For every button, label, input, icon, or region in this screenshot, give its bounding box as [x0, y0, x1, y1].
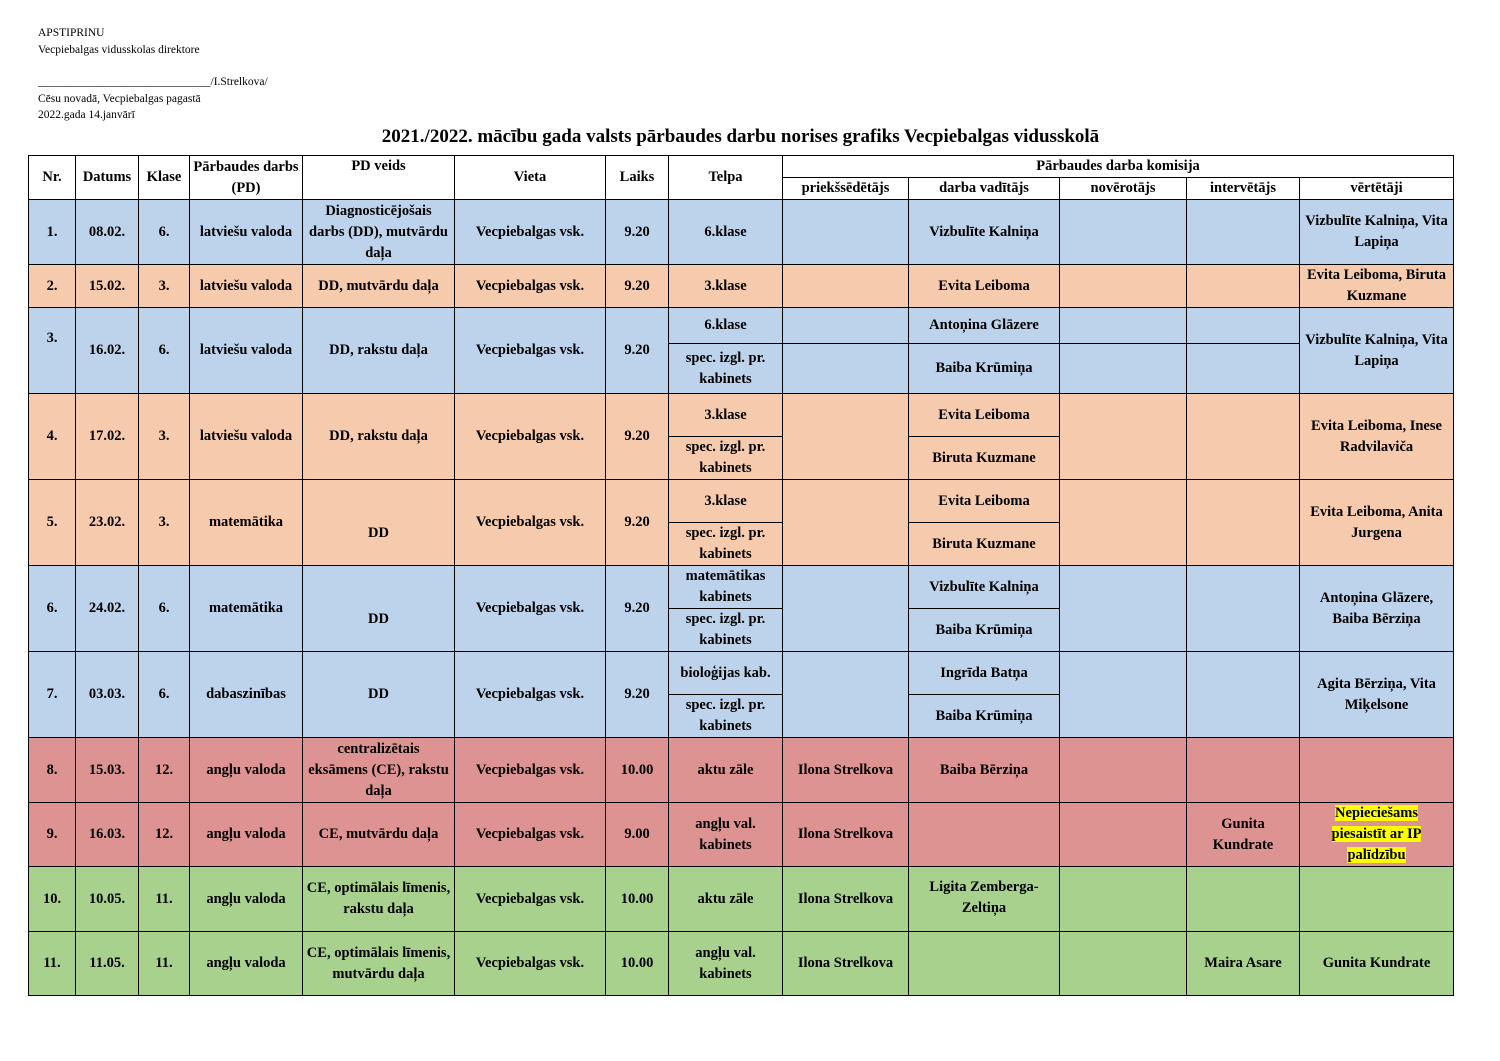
signature-line: ______________________________/I.Strelkova/ [38, 76, 268, 88]
cell-vertetaji: Vizbulīte Kalniņa, Vita Lapiņa [1300, 308, 1454, 394]
cell-intervetajs [1187, 738, 1300, 803]
cell-telpa: 6.klase [669, 308, 783, 344]
cell-darba-vaditajs: Baiba Bērziņa [909, 738, 1060, 803]
cell-date: 10.05. [76, 867, 139, 932]
cell-subject: latviešu valoda [190, 265, 303, 308]
header-pd-veids: PD veids [303, 156, 455, 200]
cell-nr: 6. [29, 566, 76, 652]
cell-nr: 3. [29, 308, 76, 394]
header-parbaudes-darbs: Pārbaudes darbs (PD) [190, 156, 303, 200]
cell-intervetajs: Gunita Kundrate [1187, 803, 1300, 867]
cell-telpa: aktu zāle [669, 738, 783, 803]
cell-vieta: Vecpiebalgas vsk. [455, 265, 606, 308]
cell-priekssedetajs [783, 200, 909, 265]
cell-type: centralizētais eksāmens (CE), rakstu daļa [303, 738, 455, 803]
cell-noverotajs [1060, 344, 1187, 394]
cell-date: 23.02. [76, 480, 139, 566]
cell-nr: 8. [29, 738, 76, 803]
cell-nr: 4. [29, 394, 76, 480]
cell-laiks: 9.20 [606, 652, 669, 738]
cell-laiks: 9.20 [606, 566, 669, 652]
cell-priekssedetajs [783, 652, 909, 738]
cell-darba-vaditajs: Ingrīda Batņa [909, 652, 1060, 695]
cell-date: 17.02. [76, 394, 139, 480]
cell-nr: 2. [29, 265, 76, 308]
cell-vieta: Vecpiebalgas vsk. [455, 932, 606, 996]
cell-laiks: 10.00 [606, 867, 669, 932]
cell-date: 08.02. [76, 200, 139, 265]
cell-darba-vaditajs: Vizbulīte Kalniņa [909, 566, 1060, 609]
cell-vieta: Vecpiebalgas vsk. [455, 308, 606, 394]
cell-darba-vaditajs: Biruta Kuzmane [909, 523, 1060, 566]
cell-laiks: 10.00 [606, 932, 669, 996]
cell-vertetaji: Gunita Kundrate [1300, 932, 1454, 996]
approval-place: Cēsu novadā, Vecpiebalgas pagastā [38, 92, 201, 105]
header-noverotajs: novērotājs [1060, 178, 1187, 200]
cell-laiks: 9.20 [606, 265, 669, 308]
cell-vertetaji: Agita Bērziņa, Vita Miķelsone [1300, 652, 1454, 738]
cell-noverotajs [1060, 803, 1187, 867]
cell-noverotajs [1060, 308, 1187, 344]
highlighted-note: Nepieciešams piesaistīt ar IP palīdzību [1331, 805, 1422, 863]
cell-date: 24.02. [76, 566, 139, 652]
header-komisija: Pārbaudes darba komisija [783, 156, 1454, 178]
cell-klase: 12. [139, 738, 190, 803]
table-row [29, 867, 1454, 932]
cell-priekssedetajs: Ilona Strelkova [783, 867, 909, 932]
table-row [29, 566, 1454, 609]
cell-priekssedetajs [783, 265, 909, 308]
cell-subject: angļu valoda [190, 803, 303, 867]
cell-priekssedetajs [783, 394, 909, 480]
cell-type: DD, mutvārdu daļa [303, 265, 455, 308]
cell-intervetajs [1187, 566, 1300, 652]
cell-nr: 1. [29, 200, 76, 265]
cell-date: 03.03. [76, 652, 139, 738]
cell-klase: 11. [139, 932, 190, 996]
cell-intervetajs [1187, 867, 1300, 932]
cell-date: 16.03. [76, 803, 139, 867]
table-row [29, 738, 1454, 803]
cell-noverotajs [1060, 566, 1187, 652]
cell-type: DD, rakstu daļa [303, 308, 455, 394]
cell-subject: latviešu valoda [190, 200, 303, 265]
cell-nr: 7. [29, 652, 76, 738]
cell-telpa: bioloģijas kab. [669, 652, 783, 695]
cell-type: CE, optimālais līmenis, rakstu daļa [303, 867, 455, 932]
cell-klase: 12. [139, 803, 190, 867]
cell-intervetajs [1187, 344, 1300, 394]
cell-vieta: Vecpiebalgas vsk. [455, 480, 606, 566]
cell-telpa: aktu zāle [669, 867, 783, 932]
cell-darba-vaditajs: Vizbulīte Kalniņa [909, 200, 1060, 265]
header-priekssedetajs: priekšsēdētājs [783, 178, 909, 200]
cell-date: 11.05. [76, 932, 139, 996]
cell-priekssedetajs [783, 480, 909, 566]
cell-noverotajs [1060, 480, 1187, 566]
cell-darba-vaditajs: Evita Leiboma [909, 394, 1060, 437]
cell-vertetaji [1300, 867, 1454, 932]
cell-klase: 6. [139, 566, 190, 652]
cell-noverotajs [1060, 932, 1187, 996]
cell-vieta: Vecpiebalgas vsk. [455, 738, 606, 803]
cell-vieta: Vecpiebalgas vsk. [455, 200, 606, 265]
cell-laiks: 9.20 [606, 480, 669, 566]
cell-subject: matemātika [190, 480, 303, 566]
cell-telpa: matemātikas kabinets [669, 566, 783, 609]
cell-intervetajs [1187, 200, 1300, 265]
cell-darba-vaditajs: Evita Leiboma [909, 265, 1060, 308]
header-intervetajs: intervētājs [1187, 178, 1300, 200]
table-row [29, 480, 1454, 523]
cell-subject: angļu valoda [190, 738, 303, 803]
cell-subject: latviešu valoda [190, 394, 303, 480]
cell-type: DD [303, 652, 455, 738]
cell-telpa: spec. izgl. pr. kabinets [669, 344, 783, 394]
cell-intervetajs [1187, 480, 1300, 566]
cell-vertetaji: Antoņina Glāzere, Baiba Bērziņa [1300, 566, 1454, 652]
cell-priekssedetajs: Ilona Strelkova [783, 738, 909, 803]
cell-vertetaji [1300, 803, 1454, 867]
table-row [29, 308, 1454, 344]
table-row [29, 200, 1454, 265]
cell-noverotajs [1060, 738, 1187, 803]
cell-nr: 5. [29, 480, 76, 566]
cell-subject: matemātika [190, 566, 303, 652]
cell-laiks: 9.20 [606, 200, 669, 265]
cell-darba-vaditajs: Biruta Kuzmane [909, 437, 1060, 480]
cell-vertetaji: Evita Leiboma, Biruta Kuzmane [1300, 265, 1454, 308]
cell-telpa: spec. izgl. pr. kabinets [669, 609, 783, 652]
exam-schedule-table [28, 155, 1454, 996]
approval-block [38, 25, 268, 124]
cell-klase: 3. [139, 265, 190, 308]
document-title: 2021./2022. mācību gada valsts pārbaudes darbu norises grafiks Vecpiebalgas vidusskolā [381, 126, 1100, 147]
cell-darba-vaditajs: Evita Leiboma [909, 480, 1060, 523]
cell-telpa: angļu val. kabinets [669, 932, 783, 996]
cell-noverotajs [1060, 265, 1187, 308]
header-laiks: Laiks [606, 156, 669, 200]
cell-klase: 6. [139, 652, 190, 738]
cell-darba-vaditajs [909, 803, 1060, 867]
cell-noverotajs [1060, 652, 1187, 738]
cell-type: DD, rakstu daļa [303, 394, 455, 480]
cell-type: DD [303, 480, 455, 566]
cell-subject: dabaszinības [190, 652, 303, 738]
cell-priekssedetajs: Ilona Strelkova [783, 803, 909, 867]
cell-vieta: Vecpiebalgas vsk. [455, 566, 606, 652]
approval-position: Vecpiebalgas vidusskolas direktore [38, 43, 200, 56]
cell-noverotajs [1060, 867, 1187, 932]
cell-priekssedetajs [783, 566, 909, 652]
table-row [29, 394, 1454, 437]
cell-subject: latviešu valoda [190, 308, 303, 394]
cell-telpa: 3.klase [669, 480, 783, 523]
header-darba-vaditajs: darba vadītājs [909, 178, 1060, 200]
cell-klase: 6. [139, 200, 190, 265]
cell-nr: 10. [29, 867, 76, 932]
cell-priekssedetajs: Ilona Strelkova [783, 932, 909, 996]
cell-telpa: 3.klase [669, 394, 783, 437]
approval-date: 2022.gada 14.janvārī [38, 109, 135, 121]
cell-intervetajs [1187, 308, 1300, 344]
cell-telpa: 3.klase [669, 265, 783, 308]
cell-vieta: Vecpiebalgas vsk. [455, 803, 606, 867]
cell-type: CE, mutvārdu daļa [303, 803, 455, 867]
cell-nr: 9. [29, 803, 76, 867]
cell-laiks: 9.20 [606, 394, 669, 480]
cell-vieta: Vecpiebalgas vsk. [455, 867, 606, 932]
cell-type: CE, optimālais līmenis, mutvārdu daļa [303, 932, 455, 996]
cell-telpa: angļu val. kabinets [669, 803, 783, 867]
cell-vertetaji [1300, 738, 1454, 803]
table-row [29, 652, 1454, 695]
cell-darba-vaditajs: Baiba Krūmiņa [909, 609, 1060, 652]
cell-type: Diagnosticējošais darbs (DD), mutvārdu daļa [303, 200, 455, 265]
cell-subject: angļu valoda [190, 932, 303, 996]
table-row [29, 932, 1454, 996]
cell-intervetajs [1187, 652, 1300, 738]
header-vieta: Vieta [455, 156, 606, 200]
cell-vieta: Vecpiebalgas vsk. [455, 652, 606, 738]
header-vertetaji: vērtētāji [1300, 178, 1454, 200]
cell-darba-vaditajs: Baiba Krūmiņa [909, 344, 1060, 394]
header-row [29, 156, 1454, 178]
cell-vertetaji: Vizbulīte Kalniņa, Vita Lapiņa [1300, 200, 1454, 265]
cell-date: 15.03. [76, 738, 139, 803]
cell-darba-vaditajs: Antoņina Glāzere [909, 308, 1060, 344]
cell-vertetaji: Evita Leiboma, Inese Radvilaviča [1300, 394, 1454, 480]
cell-subject: angļu valoda [190, 867, 303, 932]
cell-noverotajs [1060, 394, 1187, 480]
cell-darba-vaditajs [909, 932, 1060, 996]
cell-klase: 3. [139, 394, 190, 480]
cell-telpa: 6.klase [669, 200, 783, 265]
cell-laiks: 9.20 [606, 308, 669, 394]
table-row [29, 265, 1454, 308]
cell-priekssedetajs [783, 344, 909, 394]
cell-intervetajs [1187, 394, 1300, 480]
cell-telpa: spec. izgl. pr. kabinets [669, 437, 783, 480]
approval-heading: APSTIPRINU [38, 27, 105, 39]
cell-nr: 11. [29, 932, 76, 996]
cell-date: 16.02. [76, 308, 139, 394]
cell-telpa: spec. izgl. pr. kabinets [669, 695, 783, 738]
cell-priekssedetajs [783, 308, 909, 344]
cell-darba-vaditajs: Baiba Krūmiņa [909, 695, 1060, 738]
cell-intervetajs: Maira Asare [1187, 932, 1300, 996]
cell-klase: 11. [139, 867, 190, 932]
cell-darba-vaditajs: Ligita Zemberga-Zeltiņa [909, 867, 1060, 932]
cell-noverotajs [1060, 200, 1187, 265]
header-datums: Datums [76, 156, 139, 200]
cell-intervetajs [1187, 265, 1300, 308]
header-telpa: Telpa [669, 156, 783, 200]
header-nr: Nr. [29, 156, 76, 200]
cell-laiks: 9.00 [606, 803, 669, 867]
cell-klase: 3. [139, 480, 190, 566]
cell-klase: 6. [139, 308, 190, 394]
cell-date: 15.02. [76, 265, 139, 308]
header-klase: Klase [139, 156, 190, 200]
table-row [29, 803, 1454, 867]
cell-laiks: 10.00 [606, 738, 669, 803]
cell-telpa: spec. izgl. pr. kabinets [669, 523, 783, 566]
cell-vieta: Vecpiebalgas vsk. [455, 394, 606, 480]
cell-type: DD [303, 566, 455, 652]
cell-vertetaji: Evita Leiboma, Anita Jurgena [1300, 480, 1454, 566]
